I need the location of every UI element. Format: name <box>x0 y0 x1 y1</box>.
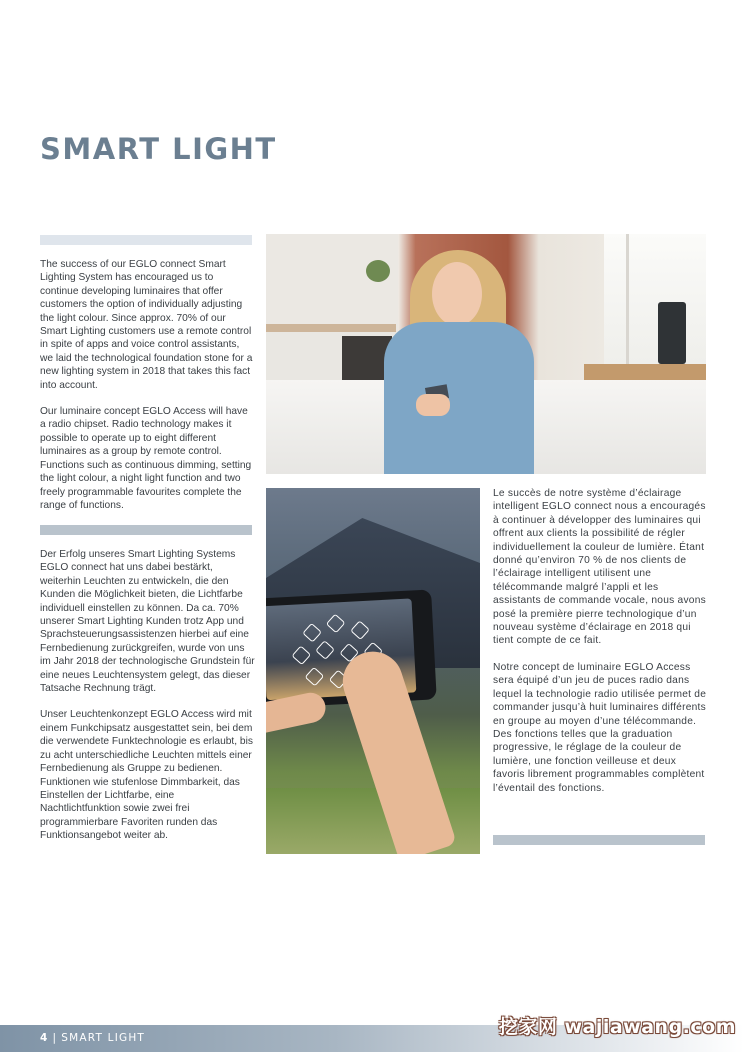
photo-woman-with-phone <box>266 234 706 474</box>
english-text <box>40 258 254 512</box>
english-header-bar <box>40 235 252 245</box>
photo-tablet-smart-home <box>266 488 480 854</box>
german-text <box>40 548 256 843</box>
footer-label <box>40 1032 145 1044</box>
footer-section: SMART LIGHT <box>61 1032 146 1044</box>
footer-page-number: 4 <box>40 1032 49 1044</box>
french-footer-bar <box>493 835 705 845</box>
watermark: 挖家网 wajiawang.com <box>498 1016 736 1038</box>
german-header-bar <box>40 525 252 535</box>
page-title: SMART LIGHT <box>40 132 277 166</box>
german-paragraph-1: Der Erfolg unseres Smart Lighting Systems EGLO connect hat uns dabei bestärkt, weiterhin Leuchten zu entwickeln, die den Kunden die Möglichkeit bieten, die Lichtfarbe individuell einstellen zu können. Da ca. 70% unserer Smart Lighting Kunden trotz App und Sprachsteuerungsassistenzen hierbei auf eine Fernbedienung zurückgreifen, wurde von uns im Jahr 2018 der technologische Grundstein für eine neues Leuchtensystem gelegt, das dieser Tatsache Rechnung trägt. <box>40 549 255 695</box>
german-paragraph-2: Unser Leuchtenkonzept EGLO Access wird mit einem Funkchipsatz ausgestattet sein, bei dem die verwendete Funktechnologie es erlaubt, bis zu acht unterschiedliche Leuchten mittels einer Fernbedienung als Gruppe zu bedienen. Funktionen wie stufenlose Dimmbarkeit, das Einstellen der Lichtfarbe, eine Nachtlichtfunktion sowie zwei frei programmierbare Favoriten runden das Funktionsangebot weiter ab. <box>40 709 253 842</box>
english-paragraph-2: Our luminaire concept EGLO Access will have a radio chipset. Radio technology makes it possible to operate up to eight different luminaires as a group by remote control. Functions such as continuous dimming, setting the light colour, a night light function and two freely programmable favourites complete the range of functions. <box>40 406 252 511</box>
french-paragraph-2: Notre concept de luminaire EGLO Access sera équipé d’un jeu de puces radio dans lequel la technologie radio utilisée permet de commander jusqu’à huit luminaires différents en groupe au moyen d’une télécommande. Des fonctions telles que la graduation progressive, le réglage de la couleur de lumière, une fonction veilleuse et deux favoris librement programmables complètent l’éventail des fonctions. <box>493 661 707 794</box>
french-text <box>493 487 707 795</box>
footer-separator: | <box>52 1032 58 1044</box>
english-paragraph-1: The success of our EGLO connect Smart Lighting System has encouraged us to continue developing luminaires that offer customers the option of individually adjusting the light colour. Since approx. 70% of our Smart Lighting customers use a remote control in spite of apps and voice control assistants, we laid the technological foundation stone for a new lighting system in 2018 that takes this fact into account. <box>40 259 253 391</box>
french-paragraph-1: Le succès de notre système d’éclairage intelligent EGLO connect nous a encouragés à continuer à développer des luminaires qui offrent aux clients la possibilité de régler individuellement la couleur de lumière. Étant donné qu’environ 70 % de nos clients de l’éclairage intelligent utilisent une télécommande malgré l’appli et les assistants de commande vocale, nous avons posé la première pierre technologique d’un nouveau système d’éclairage en 2018 qui tient compte de ce fait. <box>493 488 706 647</box>
